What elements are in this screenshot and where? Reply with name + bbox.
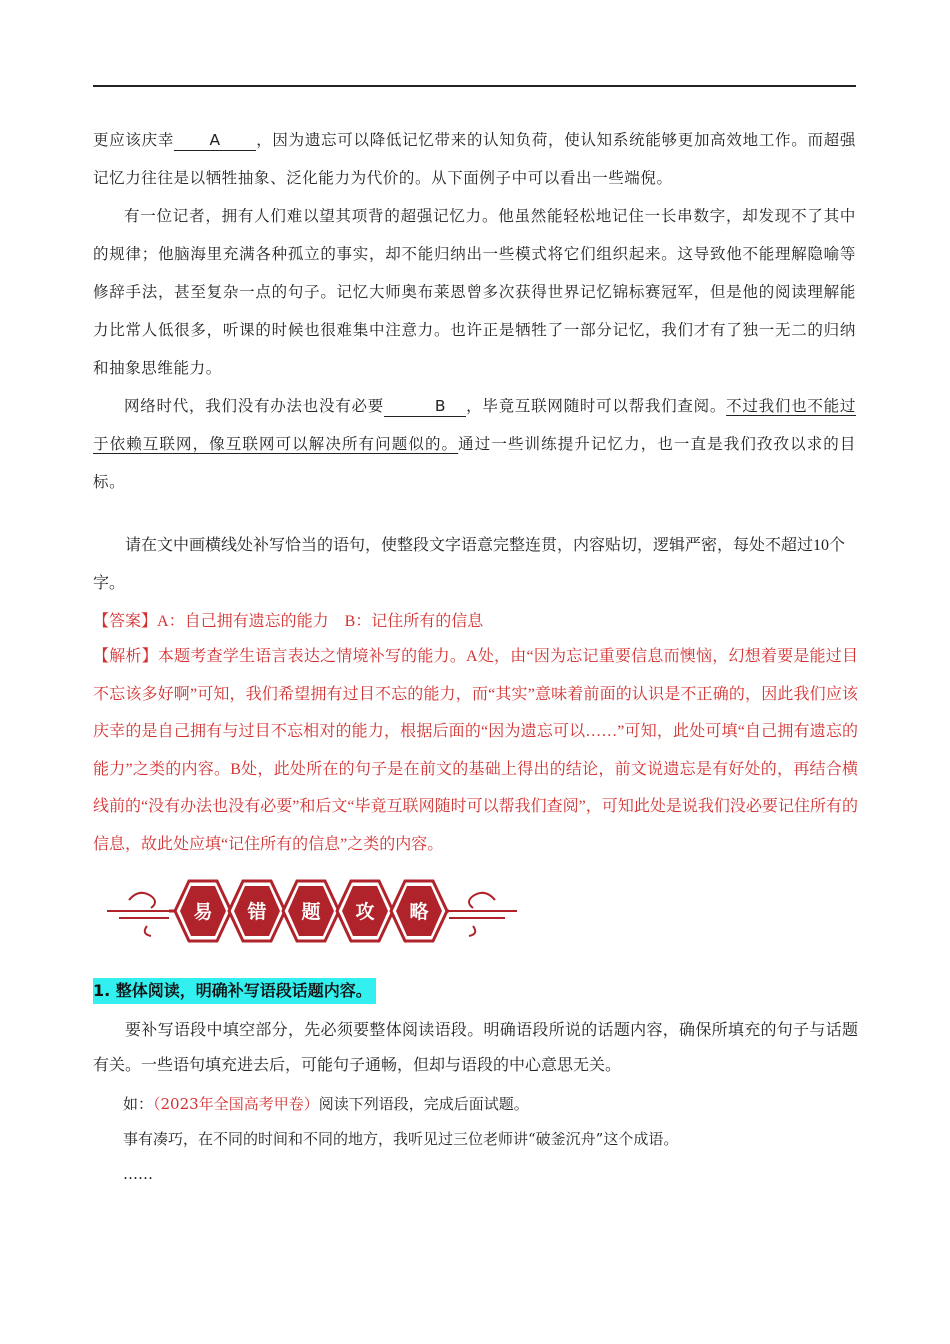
- example-ellipsis: ……: [123, 1165, 153, 1183]
- section-body-text: 要补写语段中填空部分，先必须要整体阅读语段。明确语段所说的话题内容，确保所填充的句子与话题有关。一些语句填充进去后，可能句子通畅，但却与语段的中心意思无关。: [93, 1022, 858, 1074]
- passage-paragraph-3: 网络时代，我们没有办法也没有必要 B ，毕竟互联网随时可以帮我们查阅。不过我们也不能过于依赖互联网，像互联网可以解决所有问题似的。通过一些训练提升记忆力，也一直是我们孜孜以求的目标。: [93, 397, 857, 491]
- question-prompt: 请在文中画横线处补写恰当的语句，使整段文字语意完整连贯，内容贴切，逻辑严密，每处不超过10个字。: [93, 537, 846, 592]
- hex-2: [229, 881, 285, 941]
- hex-3: [283, 881, 339, 941]
- analysis-tag: 【解析】: [93, 648, 158, 665]
- section-heading: 1. 整体阅读，明确补写语段话题内容。: [93, 978, 376, 1004]
- example-line: 事有凑巧，在不同的时间和不同的地方，我听见过三位老师讲“破釜沉舟”这个成语。: [123, 1130, 679, 1148]
- banner-char-1: 易: [193, 901, 213, 923]
- banner-char-2: 错: [247, 901, 267, 923]
- hex-4: [337, 881, 393, 941]
- example-block: [93, 1087, 858, 1192]
- left-cloud-ornament: [107, 893, 169, 936]
- hex-5: [391, 881, 447, 941]
- answer-tag: 【答案】: [93, 613, 158, 630]
- blank-b: B: [384, 396, 466, 417]
- analysis-text: 本题考查学生语言表达之情境补写的能力。A处，由“因为忘记重要信息而懊恼，幻想着要是能过目不忘该多好啊”可知，我们希望拥有过目不忘的能力，而“其实”意味着前面的认识是不正确的，因此我们应该庆幸的是自己拥有与过目不忘相对的能力，根据后面的“因为遗忘可以……”可知，此处可填“自己拥有遗忘的能力”之类的内容。B处，此处所在的句子是在前文的基础上得出的结论，前文说遗忘是有好处的，再结合横线前的“没有办法也没有必要”和后文“毕竟互联网随时可以帮我们查阅”，可知此处是说我们没必要记住所有的信息，故此处应填“记住所有的信息”之类的内容。: [93, 648, 858, 853]
- passage-paragraph-1: 更应该庆幸 A ，因为遗忘可以降低记忆带来的认知负荷，使认知系统能够更加高效地工作。而超强记忆力往往是以牺牲抽象、泛化能力为代价的。从下面例子中可以看出一些端倪。: [93, 131, 856, 187]
- banner-char-3: 题: [301, 901, 321, 923]
- reading-passage: [93, 121, 856, 501]
- banner-char-5: 略: [409, 901, 429, 923]
- question-block: [93, 527, 856, 641]
- underlined-sentence: 不过我们也不能过于依赖互联网，像互联网可以解决所有问题似的。: [93, 397, 856, 453]
- answer-line: [93, 603, 856, 641]
- analysis-block: [93, 638, 858, 863]
- section-body: [93, 1013, 858, 1083]
- section-banner: [107, 878, 517, 944]
- banner-char-4: 攻: [355, 901, 375, 923]
- example-intro: 如：（2023年全国高考甲卷）阅读下列语段，完成后面试题。: [123, 1095, 529, 1113]
- blank-a: A: [174, 130, 256, 151]
- right-cloud-ornament: [449, 893, 517, 936]
- header-rule: [93, 85, 856, 87]
- passage-paragraph-2: 有一位记者，拥有人们难以望其项背的超强记忆力。他虽然能轻松地记住一长串数字，却发现不了其中的规律；他脑海里充满各种孤立的事实，却不能归纳出一些模式将它们组织起来。这导致他不能理解隐喻等修辞手法，甚至复杂一点的句子。记忆大师奥布莱恩曾多次获得世界记忆锦标赛冠军，但是他的阅读理解能力比常人低很多，听课的时候也很难集中注意力。也许正是牺牲了一部分记忆，我们才有了独一无二的归纳和抽象思维能力。: [93, 207, 856, 377]
- answer-text: A：自己拥有遗忘的能力 B：记住所有的信息: [157, 613, 484, 630]
- example-source: （2023年全国高考甲卷）: [153, 1095, 319, 1113]
- hex-1: [175, 881, 231, 941]
